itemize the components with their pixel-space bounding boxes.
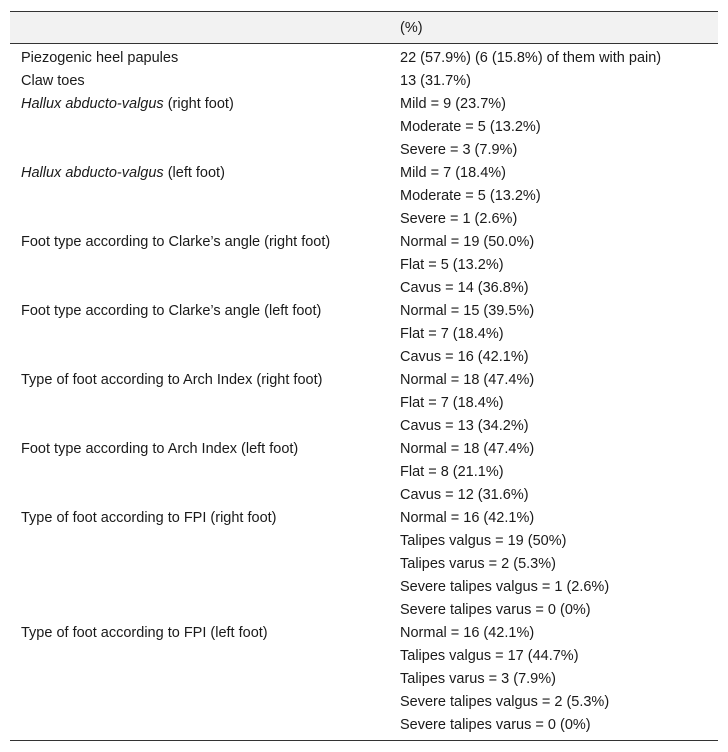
row-label-cell <box>10 530 394 553</box>
row-label: (right foot) <box>163 96 234 112</box>
row-value-cell: Flat = 5 (13.2%) <box>400 257 504 273</box>
row-label: Type of foot according to Arch Index (right foot) <box>21 372 323 388</box>
row-label: (left foot) <box>163 165 225 181</box>
row-value-cell: Flat = 8 (21.1%) <box>400 464 504 480</box>
row-value-cell: Cavus = 13 (34.2%) <box>400 418 529 434</box>
row-label-cell <box>10 484 394 507</box>
row-label-cell <box>10 323 394 346</box>
row-value-cell: Talipes varus = 2 (5.3%) <box>400 556 556 572</box>
row-value-cell: Cavus = 12 (31.6%) <box>400 487 529 503</box>
row-label-cell <box>10 599 394 622</box>
row-label-cell <box>10 70 394 93</box>
row-label: Type of foot according to FPI (right foot) <box>21 510 277 526</box>
row-value-cell: Normal = 15 (39.5%) <box>400 303 535 319</box>
row-label: Type of foot according to FPI (left foot) <box>21 625 268 641</box>
row-label-cell <box>10 346 394 369</box>
row-label-cell <box>10 139 394 162</box>
header-cell-percent: (%) <box>394 12 718 44</box>
row-label-cell <box>10 576 394 599</box>
row-value-cell: Cavus = 16 (42.1%) <box>400 349 529 365</box>
row-label-cell <box>10 185 394 208</box>
row-label: Foot type according to Clarke’s angle (right foot) <box>21 234 331 250</box>
row-label-cell <box>10 208 394 231</box>
row-label-cell <box>10 622 394 645</box>
header-row <box>10 12 718 44</box>
row-label-cell <box>10 277 394 300</box>
table-row <box>10 254 718 277</box>
row-value-cell: Talipes valgus = 17 (44.7%) <box>400 648 579 664</box>
table-row <box>10 93 718 116</box>
table-row <box>10 323 718 346</box>
row-label: Piezogenic heel papules <box>21 50 179 66</box>
row-value-cell: Flat = 7 (18.4%) <box>400 395 504 411</box>
table-row <box>10 231 718 254</box>
table-row <box>10 392 718 415</box>
row-value-cell: Normal = 19 (50.0%) <box>400 234 535 250</box>
row-label-cell <box>10 392 394 415</box>
row-value-cell: Cavus = 14 (36.8%) <box>400 280 529 296</box>
row-value-cell: Mild = 7 (18.4%) <box>400 165 506 181</box>
row-label-italic: Hallux abducto-valgus <box>21 96 164 112</box>
row-label-cell <box>10 116 394 139</box>
row-value-cell: Severe = 1 (2.6%) <box>400 211 518 227</box>
header-cell-label <box>10 12 394 44</box>
foot-findings-table <box>10 11 718 741</box>
row-label-cell <box>10 438 394 461</box>
table-row <box>10 208 718 231</box>
table-row <box>10 277 718 300</box>
row-label-cell <box>10 44 394 71</box>
row-value-cell: Severe talipes valgus = 2 (5.3%) <box>400 694 610 710</box>
row-label-cell <box>10 714 394 741</box>
table-row <box>10 645 718 668</box>
row-value-cell: Talipes varus = 3 (7.9%) <box>400 671 556 687</box>
row-value-cell: Moderate = 5 (13.2%) <box>400 119 541 135</box>
row-label-cell <box>10 461 394 484</box>
table-row <box>10 668 718 691</box>
table-row <box>10 691 718 714</box>
row-label-cell <box>10 300 394 323</box>
row-label: Claw toes <box>21 73 85 89</box>
row-label-cell <box>10 691 394 714</box>
row-label-cell <box>10 645 394 668</box>
row-value-cell: Normal = 16 (42.1%) <box>400 510 535 526</box>
row-value-cell: 13 (31.7%) <box>400 73 471 89</box>
table-row <box>10 553 718 576</box>
row-label-cell <box>10 553 394 576</box>
row-label-cell <box>10 668 394 691</box>
data-table-container <box>10 11 718 741</box>
row-label-cell <box>10 231 394 254</box>
table-row <box>10 44 718 71</box>
table-row <box>10 714 718 741</box>
table-row <box>10 415 718 438</box>
table-row <box>10 438 718 461</box>
table-row <box>10 346 718 369</box>
table-row <box>10 530 718 553</box>
row-value-cell: Talipes valgus = 19 (50%) <box>400 533 567 549</box>
table-row <box>10 507 718 530</box>
row-value-cell: Moderate = 5 (13.2%) <box>400 188 541 204</box>
row-label-cell <box>10 369 394 392</box>
table-row <box>10 185 718 208</box>
table-row <box>10 599 718 622</box>
row-label-cell <box>10 507 394 530</box>
row-label-cell <box>10 162 394 185</box>
table-row <box>10 162 718 185</box>
row-value-cell: Normal = 18 (47.4%) <box>400 441 535 457</box>
table-row <box>10 70 718 93</box>
table-row <box>10 576 718 599</box>
row-label: Foot type according to Clarke’s angle (left foot) <box>21 303 322 319</box>
row-label-cell <box>10 93 394 116</box>
row-value-cell: Severe talipes valgus = 1 (2.6%) <box>400 579 610 595</box>
row-value-cell: Severe talipes varus = 0 (0%) <box>394 714 718 741</box>
table-row <box>10 300 718 323</box>
row-value-cell: 22 (57.9%) (6 (15.8%) of them with pain) <box>400 50 662 66</box>
row-value-cell: Normal = 18 (47.4%) <box>400 372 535 388</box>
table-row <box>10 461 718 484</box>
row-value-cell: Flat = 7 (18.4%) <box>400 326 504 342</box>
row-value-cell: Mild = 9 (23.7%) <box>400 96 506 112</box>
row-label: Foot type according to Arch Index (left foot) <box>21 441 299 457</box>
table-row <box>10 116 718 139</box>
row-value-cell: Normal = 16 (42.1%) <box>400 625 535 641</box>
row-value-cell: Severe talipes varus = 0 (0%) <box>400 602 591 618</box>
row-label-cell <box>10 254 394 277</box>
row-label-cell <box>10 415 394 438</box>
row-value-cell: Severe = 3 (7.9%) <box>400 142 518 158</box>
table-row <box>10 369 718 392</box>
table-header <box>10 12 718 44</box>
table-row <box>10 484 718 507</box>
table-row <box>10 622 718 645</box>
table-body <box>10 44 718 741</box>
row-label-italic: Hallux abducto-valgus <box>21 165 164 181</box>
table-row <box>10 139 718 162</box>
